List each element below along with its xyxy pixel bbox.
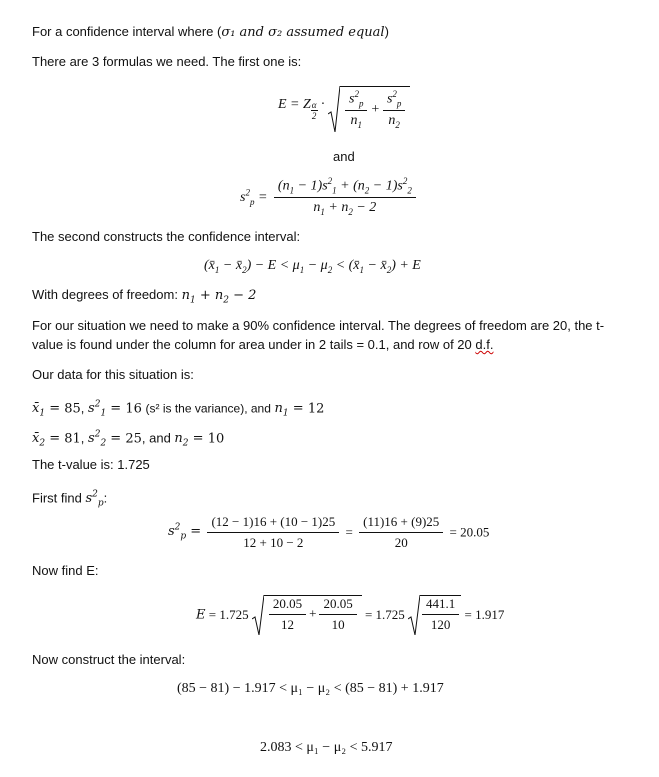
formula-confidence-interval: ($x̄_1$ − $x̄_2) - E < \mu_1 - \mu_2$ < ($x̄_1$ − $x̄_2) + E$ xyxy=(204,258,421,275)
pooled-numerator-1: (12 − 1)16 + (10 − 1)25 xyxy=(207,514,339,533)
data-label: Our data for this situation is: xyxy=(32,367,194,382)
construct-label: Now construct the interval: xyxy=(32,652,186,667)
margin-result: 1.917 xyxy=(475,607,505,622)
margin-denominator-2: 10 xyxy=(331,617,345,632)
interval1-left: (85 − 81) − 1.917 < xyxy=(177,681,288,696)
situation-line-2-text: value is found under the column for area under in 2 tails = 0.1, and row of 20 xyxy=(32,337,476,352)
sample1-n: 12 xyxy=(307,401,325,417)
interval1-parameter: μ₁ − μ₂ xyxy=(290,681,331,696)
first-find-line: First find $s^2_p$: xyxy=(32,490,108,509)
and-label: and xyxy=(333,149,355,164)
situation-line-2 xyxy=(32,337,493,353)
second-label: The second constructs the confidence interval: xyxy=(32,229,301,244)
margin-t-value: 1.725 xyxy=(219,607,249,622)
dof-label: With degrees of freedom: xyxy=(32,287,178,302)
pooled-result: 20.05 xyxy=(460,524,490,540)
now-find-e: Now find E: xyxy=(32,563,99,578)
margin-denominator-1: 12 xyxy=(280,617,294,632)
margin-of-error-calculation: E = 1.725 $\frac{20.05}{12}$ + $\frac{20.05}{10}$ = 1.725 $\frac{441.1}{120}$ = 1.917 xyxy=(196,595,504,635)
first-find-label: First find xyxy=(32,490,82,506)
margin-denominator-combined: 120 xyxy=(430,617,451,632)
interval2-parameter: μ₁ − μ₂ xyxy=(306,740,347,755)
intro-line: For a confidence interval where (σ₁ and σ₂ assumed equal) xyxy=(32,24,389,40)
margin-t-value-2: 1.725 xyxy=(375,607,405,622)
dof-line: With degrees of freedom: $n_1 + n_2 - 2$ xyxy=(32,287,257,306)
margin-numerator-2: 20.05 xyxy=(319,596,356,615)
tvalue-line: The t-value is: 1.725 xyxy=(32,457,150,472)
intro-text: For a confidence interval where xyxy=(32,24,214,39)
interval2-right: < 5.917 xyxy=(349,740,393,755)
sample1-note: (s² is the variance), and xyxy=(145,401,271,416)
sample2-variance: 25 xyxy=(125,431,142,447)
sample2-line: $x̄_2 = 81$, $s^2_2 = 25$, and $n_2 = 10$ xyxy=(32,430,225,449)
situation-line-1: For our situation we need to make a 90% confidence interval. The degrees of freedom are 20, the t- xyxy=(32,318,605,333)
sample2-n: 10 xyxy=(207,431,225,447)
spell-check-word: d.f. xyxy=(475,337,494,352)
pooled-numerator-2: (11)16 + (9)25 xyxy=(359,514,443,533)
interval-step-1 xyxy=(177,681,444,697)
pooled-denominator-1: 12 + 10 − 2 xyxy=(243,535,304,550)
margin-numerator-1: 20.05 xyxy=(269,596,306,615)
interval1-right: < (85 − 81) + 1.917 xyxy=(333,681,444,696)
sample1-line: $x̄_1 = 85$, $s^2_1 = 16$ (s² is the variance), and $n_1 = 12$ xyxy=(32,400,325,419)
intro-condition: σ₁ and σ₂ assumed equal xyxy=(221,25,385,40)
formula-pooled-variance: $s^2_p$ = $\frac{(n_1 - 1)s^2_1 + (n_2 - 1)s^2_2}{n_1 + n_2 - 2}$ xyxy=(240,176,419,217)
formula-margin-of-error: E = Z $_{\frac{\alpha}{2}}$ · $\frac{s^2_p}{n_1}$ + $\frac{s^2_p}{n_2}$ xyxy=(278,86,410,132)
formulas-intro: There are 3 formulas we need. The first one is: xyxy=(32,54,302,69)
margin-numerator-combined: 441.1 xyxy=(422,596,459,615)
sample1-mean: 85 xyxy=(64,401,81,417)
interval-result xyxy=(260,740,392,756)
pooled-variance-calculation: $s^2_p$ = $\frac{(12 - 1)16 + (10 - 1)25}{12 + 10 - 2}$ = $\frac{(11)16 + (9)25}{20}$ = 20.05 xyxy=(168,514,490,550)
sample1-variance: 16 xyxy=(125,401,142,417)
sample2-mean: 81 xyxy=(64,431,81,447)
pooled-denominator-2: 20 xyxy=(394,535,408,550)
interval2-left: 2.083 < xyxy=(260,740,303,755)
